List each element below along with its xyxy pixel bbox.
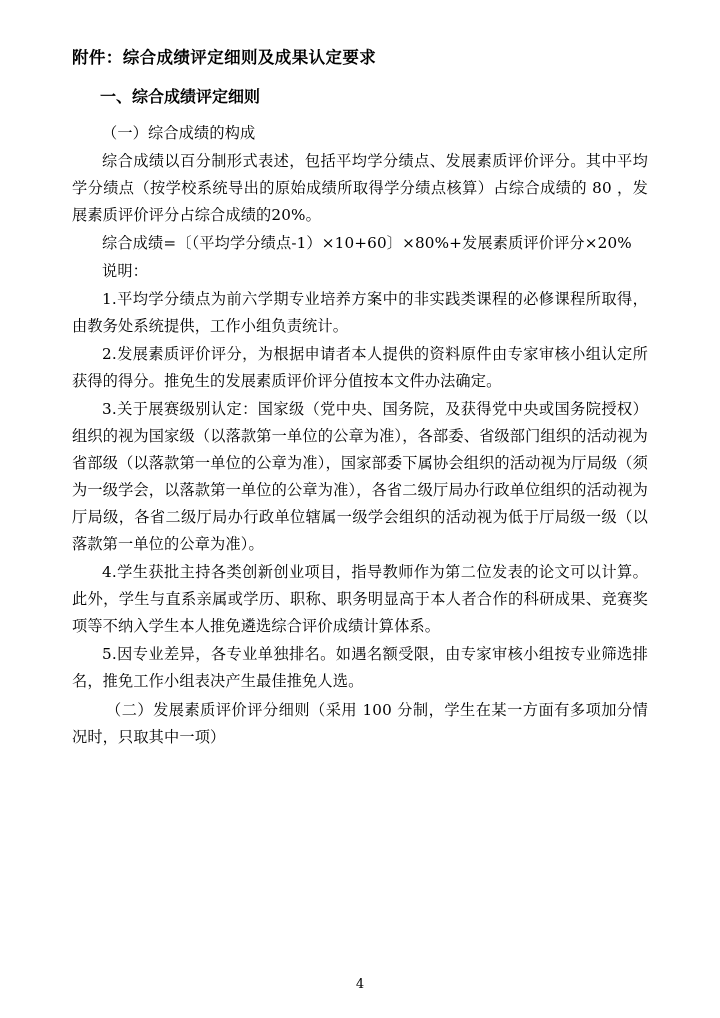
- paragraph-3: 综合成绩=〔（平均学分绩点-1）×10+60〕×80%+发展素质评价评分×20%: [102, 233, 632, 252]
- paragraph-6: 2.发展素质评价评分，为根据申请者本人提供的资料原件由专家审核小组认定所获得的得分。推免生的发展素质评价评分值按本文件办法确定。: [72, 344, 648, 390]
- paragraph-10: （二）发展素质评价评分细则（采用 100 分制，学生在某一方面有多项加分情况时，只取其中一项）: [72, 700, 648, 746]
- paragraph-5: 1.平均学分绩点为前六学期专业培养方案中的非实践类课程的必修课程所取得，由教务处系统提供，工作小组负责统计。: [72, 289, 648, 335]
- page-title: 附件：综合成绩评定细则及成果认定要求: [72, 48, 377, 67]
- paragraph-8: 4.学生获批主持各类创新创业项目，指导教师作为第二位发表的论文可以计算。此外，学生与直系亲属或学历、职称、职务明显高于本人者合作的科研成果、竞赛奖项等不纳入学生本人推免遴选综合评价成绩计算体系。: [72, 563, 648, 636]
- paragraph-1: （一）综合成绩的构成: [102, 123, 256, 142]
- paragraph-9: 5.因专业差异，各专业单独排名。如遇名额受限，由专家审核小组按专业筛选排名，推免工作小组表决产生最佳推免人选。: [72, 645, 648, 691]
- paragraph-4: 说明：: [102, 261, 149, 280]
- paragraph-2: 综合成绩以百分制形式表述，包括平均学分绩点、发展素质评价评分。其中平均学分绩点（按学校系统导出的原始成绩所取得学分绩点核算）占综合成绩的 80 ，发展素质评价评分占综合成绩的20%。: [72, 151, 648, 224]
- paragraph-7: 3.关于展赛级别认定：国家级（党中央、国务院，及获得党中央或国务院授权）组织的视为国家级（以落款第一单位的公章为准），各部委、省级部门组织的活动视为省部级（以落款第一单位的公章为准），国家部委下属协会组织的活动视为厅局级（须为一级学会，以落款第一单位的公章为准），各省二级厅局办行政单位组织的活动视为厅局级，各省二级厅局办行政单位辖属一级学会组织的活动视为低于厅局级一级（以落款第一单位的公章为准）。: [72, 400, 648, 554]
- page-number: 4: [355, 977, 365, 992]
- section-heading: 一、综合成绩评定细则: [100, 86, 261, 106]
